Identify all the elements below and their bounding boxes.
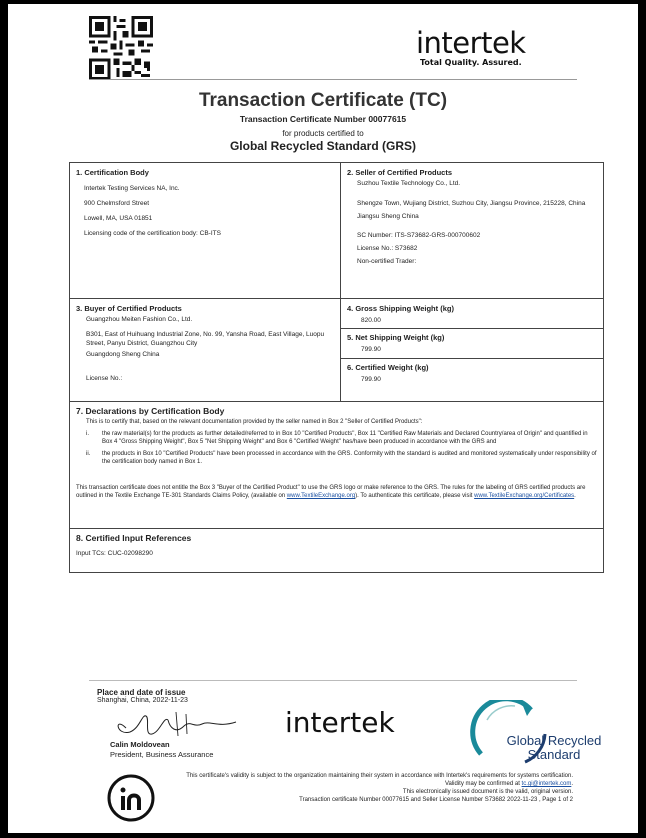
box-gross-weight <box>340 298 604 329</box>
buyer-name: Guangzhou Meiten Fashion Co., Ltd. <box>86 316 193 323</box>
footer-confirm <box>100 780 573 788</box>
footer-original: This electronically issued document is the valid, original version. <box>402 789 573 795</box>
grs-logo-line: Standard <box>527 747 581 762</box>
box1-line: Licensing code of the certification body: CB-ITS <box>84 230 221 237</box>
header-divider <box>89 79 577 80</box>
note-text: . <box>574 493 576 499</box>
grs-logo-text <box>489 734 619 762</box>
textile-exchange-link[interactable]: www.TextileExchange.org <box>286 493 356 499</box>
box-net-weight <box>340 328 604 359</box>
note-text: ). To authenticate this certificate, please visit <box>355 493 475 499</box>
signatory-name: Calin Moldovean <box>110 740 170 749</box>
issue-place-date: Shanghai, China, 2022-11-23 <box>97 697 188 704</box>
footer-text: . <box>571 781 573 787</box>
standard-name: Global Recycled Standard (GRS) <box>229 139 417 153</box>
grs-logo-line: Global Recycled <box>506 733 602 748</box>
declaration-note <box>76 484 597 500</box>
buyer-license: License No.: <box>86 375 123 382</box>
handwritten-signature <box>106 706 246 742</box>
declaration-item: the raw material(s) for the products as further detailed/referred to in Box 10 "Certified Products", Box 11 "Certified Raw Materials and Declared Country/area of Origin" and quantified in Box 4 "Gross Shipping Weight", Box 5 "Net Shipping Weight" and Box 6 "Certified Weight" has/have been produced in accordance with the GRS and <box>102 431 588 445</box>
seller-region: Jiangsu Sheng China <box>357 213 419 220</box>
box-input-references <box>69 528 604 573</box>
buyer-address: B301, East of Huihuang Industrial Zone, No. 99, Yansha Road, East Village, Luopu Street, Panyu District, Guangzhou City <box>86 331 325 347</box>
seller-name: Suzhou Textile Technology Co., Ltd. <box>357 180 461 187</box>
declaration-item-number: i. <box>86 431 89 437</box>
page-title: Transaction Certificate (TC) <box>198 90 448 111</box>
box1-line: Lowell, MA, USA 01851 <box>84 215 153 222</box>
seller-non-certified: Non-certified Trader: <box>357 258 417 265</box>
note-text: This transaction certificate does not entitle the Box 3 "Buyer of the Certified Product" to use the GRS logo or make reference to the GRS. The rules for the labeling of GRS certified products are outlined in the Textile Exchange TE-301 Standards Claims Policy, (available on <box>76 485 586 499</box>
box1-heading: 1. Certification Body <box>76 168 149 177</box>
certificates-link[interactable]: www.TextileExchange.org/Certificates <box>474 493 575 499</box>
box2-heading: 2. Seller of Certified Products <box>347 168 453 177</box>
declaration-item: the products in Box 10 "Certified Products" have been processed in accordance with the GRS. Conformity with the standard is audited and monitored systematically under responsibility of the certification body named in Box 1. <box>102 451 597 465</box>
signature-block <box>97 688 188 704</box>
box-declarations <box>69 401 604 529</box>
net-weight-value: 799.90 <box>361 346 381 353</box>
brand-name: intertek <box>416 26 526 60</box>
footer-validity: This certificate's validity is subject to the organization maintaining their system in accordance with Intertek's requirements for systems certification. <box>186 773 573 779</box>
seller-sc-number: SC Number: ITS-S73682-GRS-000700602 <box>357 232 481 239</box>
certified-weight-value: 799.90 <box>361 376 381 383</box>
footer-notes <box>100 772 573 804</box>
box6-heading: 6. Certified Weight (kg) <box>347 363 429 372</box>
grs-logo <box>465 700 615 773</box>
input-tc-value: Input TCs: CUC-02098290 <box>76 550 153 557</box>
verification-email-link[interactable]: tc.gi@intertek.com <box>521 781 572 787</box>
footer-page-info: Transaction certificate Number 00077615 and Seller License Number S73682 2022-11-23 , Page 1 of 2 <box>299 797 573 803</box>
declaration-intro: This is to certify that, based on the relevant documentation provided by the seller named in Box 2 "Seller of Certified Products": <box>86 419 423 425</box>
box5-heading: 5. Net Shipping Weight (kg) <box>347 333 445 342</box>
box1-line: 900 Chelmsford Street <box>84 200 150 207</box>
certificate-number: Transaction Certificate Number 00077615 <box>239 114 407 124</box>
box1-line: Intertek Testing Services NA, Inc. <box>84 185 180 192</box>
box7-heading: 7. Declarations by Certification Body <box>76 406 225 416</box>
footer-divider <box>89 680 577 681</box>
intertek-logo-footer: intertek <box>285 706 395 739</box>
buyer-region: Guangdong Sheng China <box>86 351 160 358</box>
box-certification-body <box>69 162 341 299</box>
box3-heading: 3. Buyer of Certified Products <box>76 304 182 313</box>
intertek-in-logo <box>105 772 157 824</box>
for-text: for products certified to <box>282 129 364 138</box>
issue-heading: Place and date of issue <box>97 688 186 697</box>
signatory <box>110 740 213 760</box>
box-seller <box>340 162 604 299</box>
box4-heading: 4. Gross Shipping Weight (kg) <box>347 304 454 313</box>
brand-tagline: Total Quality. Assured. <box>420 58 522 67</box>
qr-code <box>89 16 153 80</box>
box8-heading: 8. Certified Input References <box>76 533 192 543</box>
footer-text: Validity may be confirmed at <box>444 781 522 787</box>
box-buyer <box>69 298 341 402</box>
seller-license: License No.: S73682 <box>357 245 418 252</box>
box-certified-weight <box>340 358 604 402</box>
signatory-role: President, Business Assurance <box>110 750 214 759</box>
seller-address: Shengze Town, Wujiang District, Suzhou City, Jiangsu Province, 215228, China <box>357 200 586 207</box>
intertek-logo <box>416 26 526 67</box>
declaration-item-number: ii. <box>86 451 91 457</box>
gross-weight-value: 820.00 <box>361 317 381 324</box>
